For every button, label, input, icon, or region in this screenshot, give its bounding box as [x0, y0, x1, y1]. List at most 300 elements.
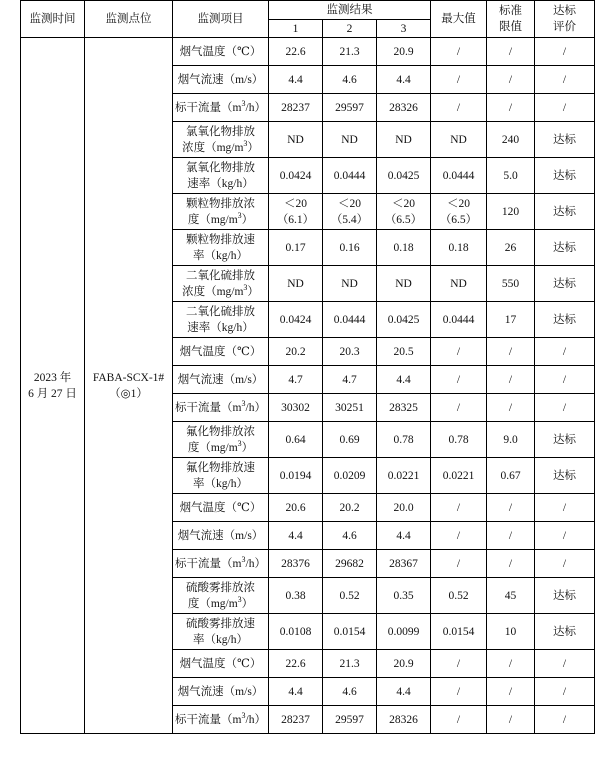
compliance-cell-value: /: [562, 101, 567, 114]
standard-limit-cell: [487, 550, 535, 578]
compliance-cell-value: 达标: [553, 277, 576, 290]
result-2-cell: [323, 302, 377, 338]
header-max: 最大值: [431, 1, 487, 38]
item-line1: 颗粒物排放浓: [186, 197, 255, 210]
compliance-cell: [535, 494, 595, 522]
result-2-cell-value: 29597: [335, 101, 364, 114]
item-label: 烟气流速（m/s）: [177, 529, 264, 542]
compliance-cell: [535, 614, 595, 650]
result-3-cell-value: ＜20: [392, 197, 415, 210]
result-3-cell: [377, 458, 431, 494]
item-label: 标干流量（m: [175, 401, 242, 414]
result-2-cell: [323, 650, 377, 678]
result-3-cell: [377, 678, 431, 706]
item-cell: [173, 158, 269, 194]
monitoring-date-line2: 6 月 27 日: [28, 387, 77, 400]
max-value-cell-value: /: [456, 401, 461, 414]
item-cell: [173, 122, 269, 158]
compliance-cell-value: /: [562, 45, 567, 58]
item-unit-superscript: 3: [243, 282, 248, 292]
compliance-cell-value: 达标: [553, 625, 576, 638]
result-1-cell: [269, 678, 323, 706]
result-3-cell-value: 4.4: [396, 73, 411, 86]
result-2-cell-value: 0.0154: [333, 625, 366, 638]
standard-limit-cell: [487, 614, 535, 650]
result-3-cell-value: 4.4: [396, 529, 411, 542]
result-3-cell: [377, 122, 431, 158]
result-1-cell-value: 0.0108: [279, 625, 312, 638]
result-1-cell-value: 30302: [281, 401, 310, 414]
item-label: 烟气温度（℃）: [179, 657, 262, 670]
compliance-cell-value: /: [562, 373, 567, 386]
result-3-cell: [377, 266, 431, 302]
item-cell: [173, 94, 269, 122]
result-2-cell: [323, 194, 377, 230]
result-1-cell-value: 0.38: [285, 589, 306, 602]
item-line2: 浓度（mg/m: [182, 141, 244, 154]
compliance-cell-value: /: [562, 401, 567, 414]
compliance-cell-value: /: [562, 345, 567, 358]
max-value-cell-value: /: [456, 101, 461, 114]
item-unit-tail: ）: [241, 213, 254, 226]
standard-limit-cell-value: /: [508, 713, 513, 726]
standard-limit-cell: [487, 230, 535, 266]
max-value-cell: [431, 302, 487, 338]
item-cell: [173, 266, 269, 302]
header-eval-line1: 达标: [553, 5, 576, 17]
item-cell: [173, 302, 269, 338]
max-value-cell-value: 0.0444: [442, 169, 475, 182]
result-1-cell: [269, 158, 323, 194]
item-cell: [173, 458, 269, 494]
result-2-cell: [323, 614, 377, 650]
result-2-cell: [323, 230, 377, 266]
item-label: 烟气流速（m/s）: [177, 685, 264, 698]
compliance-cell: [535, 266, 595, 302]
item-cell: [173, 38, 269, 66]
compliance-cell: [535, 522, 595, 550]
monitoring-point-cell: [85, 38, 173, 734]
result-2-cell-value: ＜20: [338, 197, 361, 210]
standard-limit-cell-value: /: [508, 101, 513, 114]
result-2-cell: [323, 94, 377, 122]
result-2-cell-value: 29682: [335, 557, 364, 570]
result-3-cell: [377, 578, 431, 614]
result-3-cell-value: 28326: [389, 101, 418, 114]
compliance-cell-value: 达标: [553, 313, 576, 326]
compliance-cell: [535, 122, 595, 158]
standard-limit-cell-value: 9.0: [503, 433, 518, 446]
result-1-cell: [269, 366, 323, 394]
standard-limit-cell: [487, 422, 535, 458]
standard-limit-cell: [487, 266, 535, 302]
compliance-cell: [535, 338, 595, 366]
item-cell: [173, 678, 269, 706]
result-1-cell-value: 0.0424: [279, 313, 312, 326]
max-value-cell-value: ND: [450, 277, 467, 290]
item-line1: 氟化物排放浓: [186, 425, 255, 438]
result-2-cell: [323, 366, 377, 394]
max-value-cell: [431, 158, 487, 194]
max-value-cell: [431, 38, 487, 66]
result-2-cell: [323, 494, 377, 522]
result-3-cell-value: 0.0099: [387, 625, 420, 638]
item-unit-superscript: 3: [241, 710, 246, 720]
item-unit-tail: /h）: [245, 713, 266, 726]
standard-limit-cell: [487, 338, 535, 366]
max-value-cell-value: /: [456, 373, 461, 386]
standard-limit-cell-value: 240: [501, 133, 520, 146]
result-3-cell: [377, 494, 431, 522]
header-eval-line2: 评价: [553, 21, 576, 33]
monitoring-results-table: [20, 0, 595, 734]
result-1-cell-value: 22.6: [285, 657, 306, 670]
result-3-cell-detail: （6.5）: [384, 213, 423, 226]
header-limit: [487, 1, 535, 38]
monitoring-date-line1: 2023 年: [33, 371, 72, 384]
compliance-cell-value: 达标: [553, 241, 576, 254]
item-cell: [173, 194, 269, 230]
result-1-cell: [269, 614, 323, 650]
header-item: 监测项目: [173, 1, 269, 38]
max-value-cell-value: /: [456, 713, 461, 726]
monitoring-date-cell: [21, 38, 85, 734]
result-1-cell-value: ＜20: [284, 197, 307, 210]
max-value-cell: [431, 94, 487, 122]
standard-limit-cell-value: /: [508, 401, 513, 414]
compliance-cell: [535, 578, 595, 614]
result-3-cell: [377, 522, 431, 550]
result-3-cell-value: 20.0: [393, 501, 414, 514]
compliance-cell-value: /: [562, 73, 567, 86]
max-value-cell: [431, 522, 487, 550]
result-2-cell: [323, 38, 377, 66]
compliance-cell: [535, 394, 595, 422]
result-1-cell: [269, 650, 323, 678]
item-line2: 率（kg/h）: [193, 249, 248, 262]
result-2-cell: [323, 394, 377, 422]
item-line1: 颗粒物排放速: [186, 233, 255, 246]
item-cell: [173, 614, 269, 650]
item-unit-superscript: 3: [241, 554, 246, 564]
result-2-cell-value: 20.2: [339, 501, 360, 514]
item-cell: [173, 66, 269, 94]
max-value-cell-value: 0.18: [448, 241, 469, 254]
result-1-cell-value: 20.2: [285, 345, 306, 358]
result-2-cell: [323, 706, 377, 734]
table-row: [21, 38, 595, 66]
compliance-cell: [535, 94, 595, 122]
result-3-cell-value: 0.78: [393, 433, 414, 446]
result-1-cell: [269, 94, 323, 122]
standard-limit-cell-value: 550: [501, 277, 520, 290]
result-3-cell: [377, 94, 431, 122]
compliance-cell-value: 达标: [553, 469, 576, 482]
result-1-cell: [269, 522, 323, 550]
compliance-cell-value: /: [562, 557, 567, 570]
item-cell: [173, 706, 269, 734]
max-value-cell-value: /: [456, 45, 461, 58]
result-3-cell-value: 20.9: [393, 45, 414, 58]
item-line1: 硫酸雾排放浓: [186, 581, 255, 594]
result-3-cell-value: 4.4: [396, 685, 411, 698]
standard-limit-cell: [487, 458, 535, 494]
header-results: 监测结果: [269, 1, 431, 20]
result-2-cell-value: 21.3: [339, 657, 360, 670]
max-value-cell-value: /: [456, 73, 461, 86]
item-unit-superscript: 3: [243, 138, 248, 148]
item-unit-tail: ）: [241, 441, 254, 454]
item-cell: [173, 578, 269, 614]
standard-limit-cell-value: /: [508, 557, 513, 570]
item-label: 烟气温度（℃）: [179, 45, 262, 58]
result-1-cell: [269, 66, 323, 94]
result-3-cell-value: ND: [395, 277, 412, 290]
result-3-cell: [377, 158, 431, 194]
standard-limit-cell: [487, 194, 535, 230]
result-2-cell: [323, 266, 377, 302]
standard-limit-cell-value: /: [508, 345, 513, 358]
standard-limit-cell: [487, 302, 535, 338]
max-value-cell: [431, 122, 487, 158]
header-run-1: 1: [269, 20, 323, 38]
standard-limit-cell: [487, 578, 535, 614]
item-cell: [173, 230, 269, 266]
max-value-cell: [431, 366, 487, 394]
item-cell: [173, 394, 269, 422]
header-run-2: 2: [323, 20, 377, 38]
item-cell: [173, 494, 269, 522]
compliance-cell: [535, 422, 595, 458]
item-line2: 速率（kg/h）: [187, 177, 254, 190]
result-2-cell-value: 29597: [335, 713, 364, 726]
compliance-cell-value: /: [562, 501, 567, 514]
item-line2: 度（mg/m: [187, 441, 238, 454]
item-label: 标干流量（m: [175, 101, 242, 114]
item-cell: [173, 338, 269, 366]
standard-limit-cell-value: /: [508, 45, 513, 58]
item-unit-superscript: 3: [241, 398, 246, 408]
item-cell: [173, 650, 269, 678]
max-value-cell: [431, 458, 487, 494]
item-line2: 度（mg/m: [187, 597, 238, 610]
standard-limit-cell: [487, 38, 535, 66]
result-2-cell-value: 0.69: [339, 433, 360, 446]
standard-limit-cell: [487, 366, 535, 394]
result-2-cell: [323, 338, 377, 366]
max-value-cell-value: 0.52: [448, 589, 469, 602]
result-1-cell-value: ND: [287, 133, 304, 146]
max-value-cell: [431, 66, 487, 94]
item-line1: 二氧化硫排放: [186, 269, 255, 282]
compliance-cell-value: 达标: [553, 169, 576, 182]
result-3-cell-value: ND: [395, 133, 412, 146]
result-1-cell: [269, 422, 323, 458]
standard-limit-cell: [487, 158, 535, 194]
compliance-cell: [535, 158, 595, 194]
item-unit-tail: /h）: [245, 401, 266, 414]
item-unit-superscript: 3: [237, 438, 242, 448]
item-cell: [173, 366, 269, 394]
result-2-cell-value: 0.16: [339, 241, 360, 254]
standard-limit-cell-value: /: [508, 685, 513, 698]
result-2-cell-value: ND: [341, 133, 358, 146]
result-2-cell-value: 0.52: [339, 589, 360, 602]
item-cell: [173, 522, 269, 550]
header-row: [21, 1, 595, 20]
result-3-cell: [377, 422, 431, 458]
max-value-cell: [431, 230, 487, 266]
header-limit-line1: 标准: [499, 5, 522, 17]
result-1-cell: [269, 550, 323, 578]
compliance-cell-value: /: [562, 529, 567, 542]
result-1-cell-value: 0.0424: [279, 169, 312, 182]
max-value-cell-value: 0.0444: [442, 313, 475, 326]
result-3-cell: [377, 302, 431, 338]
result-2-cell: [323, 422, 377, 458]
result-1-cell-value: 0.64: [285, 433, 306, 446]
standard-limit-cell: [487, 706, 535, 734]
compliance-cell: [535, 550, 595, 578]
compliance-cell-value: /: [562, 713, 567, 726]
result-1-cell-value: 4.4: [288, 529, 303, 542]
result-3-cell-value: 28367: [389, 557, 418, 570]
result-1-cell: [269, 38, 323, 66]
result-2-cell: [323, 458, 377, 494]
compliance-cell: [535, 706, 595, 734]
item-label: 烟气温度（℃）: [179, 345, 262, 358]
result-1-cell-value: 28237: [281, 101, 310, 114]
header-time: 监测时间: [21, 1, 85, 38]
standard-limit-cell: [487, 394, 535, 422]
max-value-cell: [431, 194, 487, 230]
standard-limit-cell-value: 17: [504, 313, 517, 326]
header-run-3: 3: [377, 20, 431, 38]
result-3-cell: [377, 66, 431, 94]
result-1-cell: [269, 706, 323, 734]
compliance-cell: [535, 458, 595, 494]
standard-limit-cell: [487, 522, 535, 550]
standard-limit-cell-value: 45: [504, 589, 517, 602]
standard-limit-cell-value: 10: [504, 625, 517, 638]
result-1-cell: [269, 122, 323, 158]
result-1-cell: [269, 266, 323, 302]
result-3-cell-value: 0.0425: [387, 313, 420, 326]
result-2-cell: [323, 158, 377, 194]
item-line2: 度（mg/m: [187, 213, 238, 226]
result-3-cell: [377, 550, 431, 578]
item-unit-tail: ）: [247, 285, 259, 298]
result-2-cell: [323, 66, 377, 94]
item-line1: 氯氧化物排放: [186, 161, 255, 174]
result-1-cell-value: 0.17: [285, 241, 306, 254]
result-2-cell: [323, 522, 377, 550]
result-3-cell-value: 28325: [389, 401, 418, 414]
result-1-cell-value: 28237: [281, 713, 310, 726]
header-eval: [535, 1, 595, 38]
item-line1: 二氧化硫排放: [186, 305, 255, 318]
result-2-cell: [323, 678, 377, 706]
result-1-cell-detail: （6.1）: [276, 213, 315, 226]
standard-limit-cell-value: 26: [504, 241, 517, 254]
result-3-cell-value: 28326: [389, 713, 418, 726]
result-3-cell-value: 20.9: [393, 657, 414, 670]
result-2-cell-value: 4.7: [342, 373, 357, 386]
result-1-cell: [269, 458, 323, 494]
item-unit-tail: ）: [247, 141, 259, 154]
result-1-cell: [269, 578, 323, 614]
max-value-cell-value: /: [456, 501, 461, 514]
result-1-cell-value: 20.6: [285, 501, 306, 514]
item-cell: [173, 550, 269, 578]
standard-limit-cell: [487, 94, 535, 122]
result-2-cell: [323, 550, 377, 578]
standard-limit-cell-value: /: [508, 73, 513, 86]
standard-limit-cell: [487, 678, 535, 706]
max-value-cell-value: /: [456, 529, 461, 542]
standard-limit-cell-value: /: [508, 529, 513, 542]
result-2-cell-value: 0.0444: [333, 313, 366, 326]
result-3-cell: [377, 650, 431, 678]
result-3-cell: [377, 394, 431, 422]
item-unit-tail: /h）: [245, 557, 266, 570]
result-1-cell: [269, 394, 323, 422]
item-label: 标干流量（m: [175, 557, 242, 570]
result-3-cell: [377, 38, 431, 66]
compliance-cell: [535, 194, 595, 230]
result-1-cell-value: 22.6: [285, 45, 306, 58]
compliance-cell: [535, 230, 595, 266]
standard-limit-cell-value: 0.67: [500, 469, 521, 482]
max-value-cell-value: ＜20: [447, 197, 470, 210]
max-value-cell: [431, 578, 487, 614]
max-value-cell-value: 0.0154: [442, 625, 475, 638]
max-value-cell: [431, 614, 487, 650]
result-3-cell-value: 0.0221: [387, 469, 420, 482]
item-line1: 氯氧化物排放: [186, 125, 255, 138]
table-body: [21, 38, 595, 734]
result-3-cell: [377, 614, 431, 650]
result-1-cell-value: 0.0194: [279, 469, 312, 482]
compliance-cell-value: /: [562, 685, 567, 698]
header-limit-line2: 限值: [499, 21, 522, 33]
compliance-cell-value: 达标: [553, 205, 576, 218]
compliance-cell-value: 达标: [553, 589, 576, 602]
max-value-cell: [431, 706, 487, 734]
item-unit-tail: /h）: [245, 101, 266, 114]
max-value-cell-value: /: [456, 345, 461, 358]
compliance-cell: [535, 650, 595, 678]
result-3-cell: [377, 366, 431, 394]
result-1-cell-value: 4.4: [288, 73, 303, 86]
max-value-cell-value: ND: [450, 133, 467, 146]
result-1-cell: [269, 230, 323, 266]
item-unit-tail: ）: [241, 597, 254, 610]
compliance-cell-value: 达标: [553, 133, 576, 146]
standard-limit-cell-value: /: [508, 373, 513, 386]
compliance-cell: [535, 678, 595, 706]
standard-limit-cell: [487, 66, 535, 94]
standard-limit-cell: [487, 650, 535, 678]
item-cell: [173, 422, 269, 458]
max-value-cell: [431, 678, 487, 706]
item-unit-superscript: 3: [241, 98, 246, 108]
item-line2: 率（kg/h）: [193, 477, 248, 490]
result-2-cell-detail: （5.4）: [330, 213, 369, 226]
result-3-cell-value: 0.35: [393, 589, 414, 602]
monitoring-point-line2: （◎1）: [109, 387, 148, 400]
result-2-cell-value: 0.0209: [333, 469, 366, 482]
